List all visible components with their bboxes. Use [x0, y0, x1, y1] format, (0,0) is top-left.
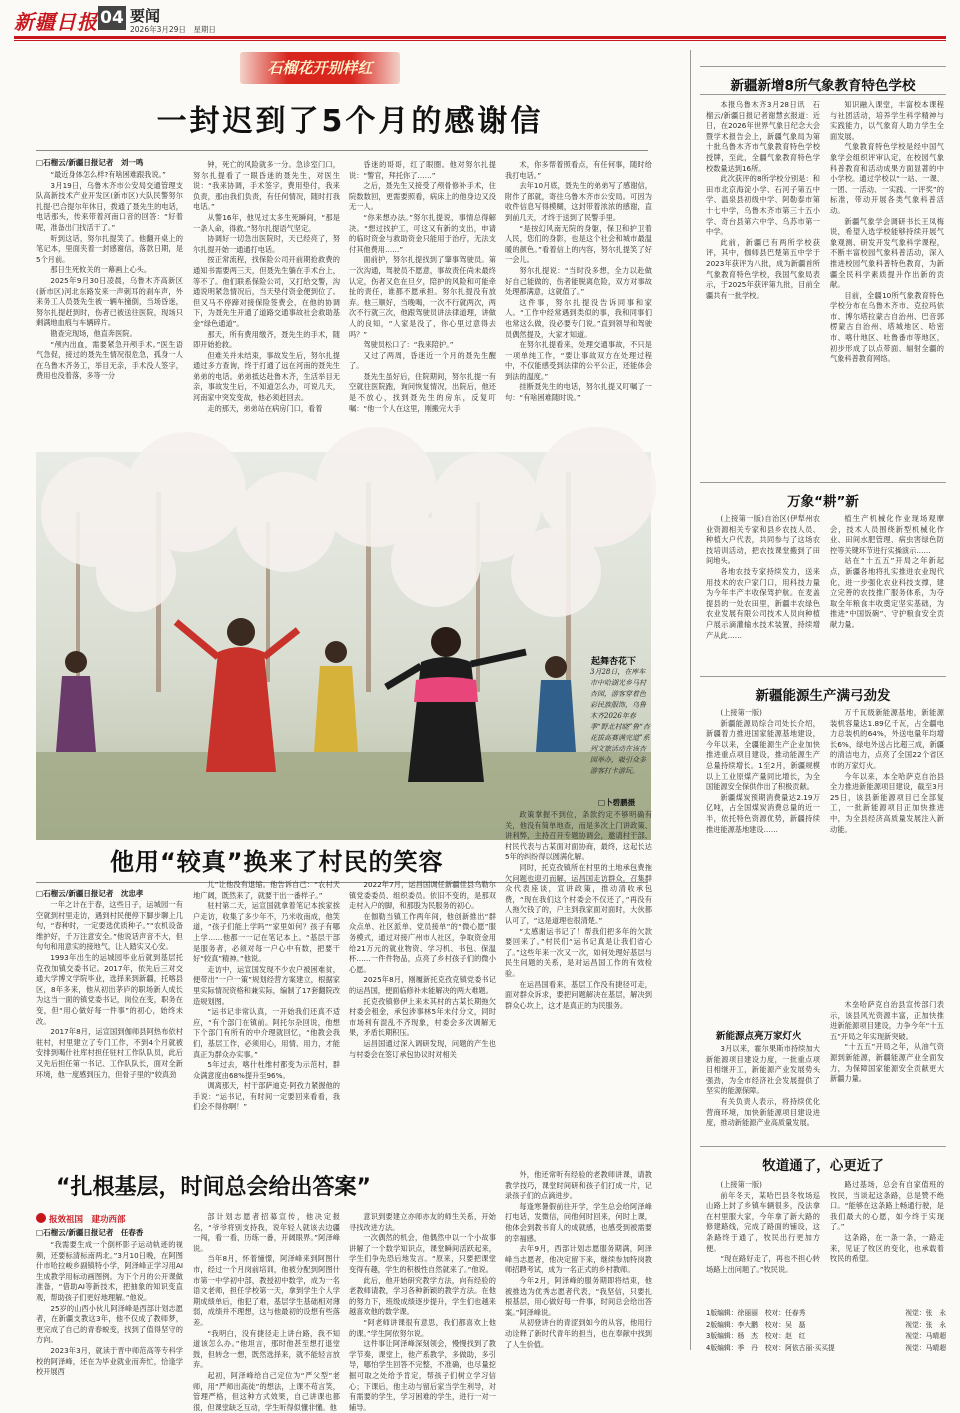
paragraph: 政策掌握不到位，条款约定不够明确有关，他没有简单地查，而是多次上门讲政策、讲利弊，主持召开专题协调会，邀请村干部、村民代表与古某面对面协商，最终，这起长达5年的纠纷得以圆满化解。: [505, 810, 652, 862]
credit-row: 2版编辑：李大鹏 校对：吴 磊 视觉：张 永: [706, 1320, 946, 1329]
paragraph: 这条路，在一条一条，一路走来，见证了牧区的变化，也承载着牧民的希望。: [830, 1232, 944, 1264]
story3-column-4: [505, 1170, 652, 1358]
paragraph: 今年2月，阿泽峰的服务期即将结束，他被推选为优秀志愿者代表，“我坚信，只要扎根基层，用心做好每一件事，时间总会给出答案。”阿泽峰说。: [505, 1275, 652, 1317]
paragraph: 意识到要建立亦师亦友的师生关系，开始寻找改进方法。: [349, 1212, 496, 1232]
sidebar-s3-column-2b: [830, 1000, 944, 1136]
paragraph: “你来想办法。”努尔扎提说，事情总得解决。“想过找护工，可这又有新的支出，申请的临时资金与救助资金只能用于治疗，无法支付其他费用……”: [349, 212, 496, 254]
paragraph: 起初，阿泽峰给自己定位为“严父型”老师，用“严师出高徒”的想法，上课不苟言笑，管理严格，但这种方式效果，自己讲课也都很，但课堂缺乏互动，学生听得似懂非懂。他: [193, 1370, 340, 1412]
paragraph: 5年过去，喀什杜维村都变为示范村，群众满意度由68%提升至96%。: [193, 1060, 340, 1080]
paragraph: 运昌国通过深入调研发现，问题的产生也与村委会在签订承包协议时对相关: [349, 1038, 496, 1059]
paragraph: 从初登讲台的青涩到如今的从容，他用行动诠释了新时代青年的担当，也在奉献中找到了人生价值。: [505, 1318, 652, 1349]
paragraph: 驻村第二天，运宣国就拿着笔记本挨家挨户走访，收集了多少年不，乃米收南成，他笑道，“孩子们能上学吗”“家里如何？孩子有哪上学……他都一一记在笔记本上。“基层干部是服务者，必须对每一户心中有数，把要干好“较真”精神。”他说。: [193, 901, 340, 964]
paragraph: 调离那天，村干部萨迪克·阿孜力紧握他的手说：“运书记，有时间一定要回来看看，我们会不得你啊！”: [193, 1081, 340, 1112]
sidebar-rule-2: [700, 482, 946, 483]
lead-headline: 一封迟到了5个月的感谢信: [156, 104, 544, 139]
lead-column-2: [193, 160, 340, 444]
paragraph: 新疆气象学会调研书长王凤梅说，希望入选学校能够持续开展气象观测、研发开发气象科学课程，不断丰富校园气象科普活动，深入推进校园气象科普特色教育，为新疆全民科学素质提升作出新的贡献。: [830, 216, 944, 290]
paragraph: (上接第一版)自治区(伊犁州农业资源相关专家和县乡农技人员、种植大户代表，共同参与了这场农技培训活动，把农技课堂搬到了田间地头。: [706, 514, 820, 566]
sidebar-s3-column-2: [830, 708, 944, 870]
paragraph: 新疆煤炭预期消费量达2.19万亿吨，占全国煤炭消费总量的近一半，依托特色资源优势，新疆持续推进能源基地建设……: [706, 792, 820, 834]
paragraph: “现在路好走了，再也不担心转场路上出问题了。”牧民说。: [706, 1254, 820, 1274]
paragraph: 路过基场，总会有自家值班的牧民，当谈起这条路，总是赞不绝口。“能够在这条路上畅通行驶，是我们最大的心愿，如今终于实现了。”: [830, 1180, 944, 1232]
sidebar-s2-title: 万象“耕”新: [787, 494, 859, 510]
paragraph: 术，你多帮着照看点，有任何事，随时给我打电话。”: [505, 160, 652, 180]
story2-column-2: [193, 880, 340, 1192]
section-name: 要闻: [130, 7, 161, 25]
paragraph: 25岁的山西小伙儿阿泽峰是西部计划志愿者，在新疆支教这3年，他不仅成了教师梦，更完成了自己的青春蜕变，找到了值得坚守的方向。: [36, 1303, 183, 1345]
paragraph: 按正常流程，找保险公司开前期抢救费的通知书需要两三天，但聂先生躺在手术台上，等不了。他们联系保险公司，又打给交警，沟通说明紧急情况后，当天垫付资金便到位了。但又马不停蹄对接保险签费会，在他的协调下，为聂先生开通了道路交通事故社会救助基金“绿色通道”。: [193, 255, 340, 328]
paragraph: 听到这话，努尔扎提笑了。他翻开桌上的笔记本，里面夹着一封感谢信，落款日期，是5个月前。: [36, 233, 183, 264]
story2-column-4: [505, 810, 652, 1192]
paragraph: 有关负责人表示，将持续优化营商环境，加快新能源项目建设进度，推动新能源产业高质量发展。: [706, 1096, 820, 1128]
story2-byline: □石榴云/新疆日报记者 沈忠孝: [36, 889, 144, 898]
paragraph: 去年9月，西部计划志愿服务期满，阿泽峰当志愿者，他决定留下来，继续参加特岗教师招聘考试，成为一名正式的乡村教师。: [505, 1244, 652, 1275]
paragraph: 气象教育特色学校是经中国气象学会组织评审认定，在校园气象科普教育和活动成果方面显著的中小学校。通过学校以“一站、一课、一团、一活动、一实践、一评奖”的标准，带动开展各类气象科普活动。: [830, 142, 944, 215]
sidebar-s1-column-2: [830, 100, 944, 468]
paragraph: 3月以来，霍尔果斯市持续加大新能源项目建设力度，一批重点项目相继开工，新能源产业发展势头强劲，为全市经济社会发展提供了坚实的能源保障。: [706, 1044, 820, 1096]
paragraph: 一年之计在于春，这些日子，运城园一有空就到村里走访，遇到村民便停下脚步聊上几句，“春种时，一定要选优质种子。”“农机设备维护好，千万注意安全。”他说话声音不大，但句句和用意实的接地气，让人踏实又心安。: [36, 900, 183, 952]
paragraph: 1993年出生的运城园毕业后就到基层托克孜加镇交委书记。2017年，依先后三对交通大学博文学院毕业，选择来到新疆，托喀县区，8年多来，他从初出茅庐的职场新人成长为这当一面的镇党委书记，岗位在变，职务在变，但“用心做好每一件事”的初心，始终未改。: [36, 952, 183, 1026]
lead-column-3: [349, 160, 496, 444]
headline-rule: [36, 150, 648, 151]
sidebar-s3-subtitle: 新能源点亮万家灯火: [716, 1031, 802, 1042]
paragraph: “阿老师讲课很有意思，我们都喜欢上他的课。”学生阿依努尔说。: [349, 1317, 496, 1338]
paragraph: 儿”让他没有退缩。他告诉自己：“农村天地广阔，既然来了，就要干出一番样子。”: [193, 880, 340, 900]
story2-column-3: [349, 880, 496, 1192]
paragraph: 那天，所有费用缴齐，聂先生的手术，随即开始抢救。: [193, 329, 340, 350]
sidebar-s1-title: 新疆新增8所气象教育特色学校: [730, 78, 916, 94]
masthead-rule: [14, 36, 946, 39]
paragraph: 协调好一切急出医院时，天已经亮了，努尔扎提开始一通通打电话。: [193, 234, 340, 254]
paragraph: “十五五”开局之年，从油气资源到新能源，新疆能源产业全面发力，为保障国家能源安全贡献更大新疆力量。: [830, 1042, 944, 1084]
paragraph: 勘查完现场，他直奔医院。: [50, 328, 137, 338]
tag-dot-icon: [36, 1213, 46, 1223]
paragraph: 但难关并未结束，事故发生后，努尔扎提通过多方查询，终于打通了远在河南的聂先生弟弟的电话。弟弟抵达赴鲁木齐，生活举目无亲，事故发生后，不知道怎么办，可说几天，河南家中突发变故，他必须赶回去。: [193, 350, 340, 403]
paragraph: 当年8月，怀着憧憬，阿泽峰来到阿图什市，经过一个月岗前培训，他被分配到阿图什市第一中学初中部，教授初中数学，成为一名语文老师，担任学校第一天，拿到学生个人学期成绩单后，他犯了难，基层学生基础相对薄弱，成绩并不理想，这与他最初的设想有些落差。: [193, 1254, 340, 1327]
paragraph: 挂断聂先生的电话，努尔扎提又叮嘱了一句：“有啥困难随时说。”: [505, 382, 652, 403]
paragraph: 植生产机械化作业现场观摩会，技术人员围绕新型机械化作业、田间水肥管理、病虫害绿色防控等关键环节进行实操演示……: [830, 514, 944, 555]
paragraph: 同时，托克孜镇所在村里的土地承包费拖欠问题也迎刃而解，运昌国走访群众，召集群众代表座谈，宣讲政策，推动清收承包费，“现在我们这个村委会不仅还了，”再没有人拖欠钱了的，户主到我家面对面时，大伙都认可了，“这是道理也很清楚。”: [505, 862, 652, 925]
paragraph: 昏迷的哥哥，红了眼圈。他对努尔扎提说：“警官，拜托你了……”: [349, 160, 496, 180]
story2-headline: 他用“较真”换来了村民的笑容: [110, 848, 444, 876]
sidebar-s3-title: 新疆能源生产满弓劲发: [755, 688, 891, 704]
paragraph: 此后，他开始研究教学方法，向有经验的老教师请教，学习各种新颖的教学方法。在他的努力下，班级成绩逐步提升，学生们也越来越喜欢他的数学课。: [349, 1275, 496, 1317]
sidebar-divider: [690, 50, 691, 1350]
paragraph: 之后，聂先生又接受了颅骨修补手术，住院数数回，更需要照看，病床上的他身边又没无一人。: [349, 181, 496, 212]
paragraph: 一次偶然的机会，他偶然中以一个小故事讲解了一个数学知识点，课堂瞬间活跃起来，学生们争先恐后地发言。“原来，只要把课堂变得有趣，学生的积极性自然就来了。”他说。: [349, 1233, 496, 1274]
sidebar-s3-column-1b: [706, 1044, 820, 1136]
paragraph: 今年以来，本全哈萨克自治县全力推进新能源项目建设，截至3月25日，该县新能源项目已全部复工，一批新能源项目正加快推进中，为全县经济高质量发展注入新动能。: [830, 771, 944, 834]
sidebar-s1-column-1: [706, 100, 820, 468]
photo-credit: □卜碧鹏摄: [598, 798, 636, 807]
newspaper-logo: 新疆日报: [14, 10, 98, 34]
paragraph: 3月19日，乌鲁木齐市公安局交通管理支队高新技术产业开发区(新市区)大队民警努尔扎提·巴合提尔年休日，拨通了聂先生的电话，电话那头，传来带着河南口音的回答：“好着呢，准备出门找活干了。”: [36, 180, 183, 232]
credit-row: 1版编辑：徐丽丽 校对：任春秀 视觉：张 永: [706, 1309, 946, 1317]
paragraph: 站在“十五五”开局之年新起点，新疆各地将扎实推进农业现代化，进一步强化农业科技支撑，建立完善的农技推广服务体系，为夺取全年粮食丰收奠定坚实基础，为推进“中国饭碗”、守护粮食安全贡献力量。: [830, 556, 944, 629]
paragraph: 托克孜镇修伊上来未其村的古某长期拖欠村委会租金，承包涉事林5年未付分文，同时市场利有混乱不齐现象，村委会多次调解无果，矛盾长期积压。: [349, 996, 496, 1038]
paragraph: 努尔扎提说：“当时没多想，全力以赴做好自己能做的，伤者能脱离危险，双方对事故处理都满意，这就值了。”: [505, 265, 652, 297]
paragraph: 外，他还常听有经验的老教师讲课，请教教学技巧，课堂时间研和孩子们打成一片，记录孩子们的点滴进步。: [505, 1170, 652, 1201]
story3-column-2: [193, 1212, 340, 1412]
column-banner: 石榴花开别样红: [240, 52, 400, 84]
paragraph: 从警16年，他见过太多生死瞬间，“那是一条人命，得救。”努尔扎提语气坚定。: [193, 212, 340, 233]
sidebar-rule-4: [700, 1146, 946, 1147]
sidebar-s3-column-1: [706, 708, 820, 870]
paragraph: 本报乌鲁木齐3月28日讯 石榴云/新疆日报记者谢慧玄报道：近日，在2026年世界气象日纪念大会暨学术报告会上，新疆气象局为第十批乌鲁木齐市气象教育特色学校授牌，至此，全疆气象教育特色学校数量达到16所。: [706, 100, 820, 173]
paragraph: “我需要生成一个倒杯影子运动轨迹的视频，还要标清标南两北。”3月10日晚，在阿图什市哈拉峻乡副镇特小学，阿泽峰正学习用AI生成教学用标动画图例。为下个月的公开课做准备，“借助AI等新技术，把抽象的知识变直观，帮助孩子们更好地理解。”他说。: [36, 1240, 183, 1302]
story3-column-1: [36, 1240, 183, 1377]
photo-caption: 3月28日，在库车市中哈湖光乡马村杏园，游客穿着色彩民族服饰，乌鲁木齐2026年春季“野北村晓”鲁“杏花拔高赛满完道”系列文旅活动在该杏园举办，吸引众多游客打卡游玩。: [590, 668, 650, 775]
editor-credits: [706, 1308, 946, 1354]
paragraph: 2025年8月，刚履新托克孜克镇党委书记的运昌国，便面临修补未能解决的两大难题。: [349, 975, 496, 995]
issue-date: 2026年3月29日 星期日: [130, 25, 216, 34]
paragraph: 2022年7月，运昌国调任新疆佳县乌勒尔镇党委委员、组织委员。依旧不变的，是那双走村入户的脚，和那股为民服务的初心。: [349, 880, 496, 911]
lead-byline: □石榴云/新疆日报记者 刘一鸣: [36, 158, 144, 167]
paragraph: 此前，新疆已有两所学校获评，其中，伽师县巴楚第五中学于2023年获评为八批，成为新疆首所气象教育特色学校，我国气象局表示，于2025年获评第九批，目前全疆共有一批学校。: [706, 237, 820, 300]
paragraph: 2023年3月，就读于晋中师范高等专科学校的阿泽峰，还在为毕业就业而奔忙，恰逢学校开展西: [36, 1345, 183, 1377]
paragraph: 每逢寒暑假前往开学，学生总会给阿泽峰打电话，发微信，问他何时回来，何时上课，他体会到教书育人的成就感，也感受到被需要的幸福感。: [505, 1201, 652, 1243]
sidebar-s4-title: 牧道通了，心更近了: [762, 1158, 884, 1174]
paragraph: “颅内出血，需要紧急开颅手术。”医生语气急促，接过的聂先生情况很危急，孤身一人在乌鲁木齐务工，举目无亲，手术没人签字，费用也没着落，多等一分: [36, 339, 183, 381]
photo-caption-title: 起舞杏花下: [591, 657, 637, 667]
masthead-rule-thin: [14, 40, 946, 41]
paragraph: 又过了两周，昏迷近一个月的聂先生醒了。: [349, 350, 496, 371]
sidebar-rule-1b: [700, 94, 946, 95]
paragraph: 走的那天，弟弟站在病房门口，看着: [207, 403, 323, 413]
paragraph: 面前护，努尔扎提找到了肇事驾驶员。第一次沟通，驾驶员不愿意，事故责任尚未最终认定，伤者又危在旦夕，陪护的风险和可能牵扯的责任，谁都不愿承担。努尔扎提没有放弃。他三顺好，当晚喝，一次不行就两次，两次不行就三次，他跟驾驶员讲法律道理，讲做人的良知，“人家是没了，你心里过意得去吗？”: [349, 255, 496, 339]
lead-column-4: [505, 160, 652, 444]
apricot-dance-photo: [36, 452, 651, 840]
story3-column-3: [349, 1212, 496, 1412]
paragraph: 知识融入课堂，丰富校本课程与社团活动，培养学生科学精神与实践能力，以气象育人助力学生全面发展。: [830, 100, 944, 141]
credit-row: 4版编辑：季 丹 校对：阿依古丽·买买提 视觉：马晴超: [706, 1343, 946, 1352]
lead-column-1: [36, 170, 183, 444]
paragraph: 2025年9月30日凌晨，乌鲁木齐高新区(新市区)河北东路发来一声刺耳的刹车声，外来务工人员聂先生被一辆车撞倒，当场昏迷，努尔扎提赶到时，伤者已被送往医院，现场只剩满地血痕与车辆碎片。: [36, 275, 183, 328]
paragraph: 去年10月底，聂先生的弟弟写了感谢信，附作了郎就，寄往乌鲁木齐市公安局。可因为收件信息写得模糊，这封带着浓浓的感谢，直到前几天，才终于送到了民警手里。: [505, 181, 652, 222]
paragraph: 走访中，运宣国发现不少农户被困难贫，便带出“一户一策”规划经营方案建立，根据家里实际情况资格和兼实际，编制了17套翻院改造规划图。: [193, 964, 340, 1006]
paragraph: “最近身体怎么样?有啥困难跟我说。”: [50, 170, 166, 179]
paragraph: “运书记非常认真，一开始我们还真不适应，“有个部门在镇前。阿托尔杂回说，他想下个部门有所有的中介理就回忆，“他教会我们，基层工作，必须用心，用情、用力，才能真正为群众办实事。”: [193, 1007, 340, 1059]
paragraph: 新疆能源局综合司处长介绍，新疆着力推进国家能源基地建设，今年以来，全疆能源生产企业加快推进重点项目建设，推动能源生产总量持续增长。1至2月，新疆规模以上工业原煤产量同比增长，为全国能源安全保供作出了积极贡献。: [706, 718, 820, 792]
paragraph: 前年冬天，某哈巴县冬牧场巡山路上封了乡镇车辆很多，没法拿在村里服大家，今年拿了新大路的修建路线，完成了路面的铺设，这条路终于通了，牧民出行更加方便。: [706, 1190, 820, 1253]
paragraph: 聂先生虽好后，住院期间，努尔扎提一有空就往医院跑，询问恢复情况，出院后，他还是不放心，找到聂先生的房东，反复叮嘱：“他一个人在这里，刚搬完大手: [349, 371, 496, 413]
sidebar-s4-column-1: [706, 1180, 820, 1298]
paragraph: 驾驶员松口了：“我来陪护。”: [363, 340, 454, 350]
credit-row: 3版编辑：杨 杰 校对：赵 红 视觉：马晴超: [706, 1332, 946, 1340]
paragraph: 这件事让阿泽峰深刻领会，慢慢找到了教学节奏，课堂上，他产系教学，多做助，多引导，哪怕学生回答不完整，不准确，也尽量挖掘可取之处给予肯定，帮孩子们树立学习信心；下课后，他主动与留后家当学生利导，对有需要的学生，学习困难的学生，进行一对一辅导。: [349, 1339, 496, 1412]
sidebar-rule-3: [700, 676, 946, 677]
paragraph: 此次获评的8所学校分别是：和田市北京海淀小学、石河子第五中学、温泉县初级中学、阿勒泰市第十七中学，乌鲁木齐市第三十五小学、奇台县第六中学、乌苏市第一中学。: [706, 174, 820, 237]
paragraph: 2017年8月，运宣国到伽师县阿热布依村驻村，村里建立了专门工作，不到4个月就被安排到喝什社库村担任驻村工作队队员，此后又先后担任第一书记、工作队队长，面对全新环境，他一度感到压力，但骨子里的“较真劲: [36, 1027, 183, 1079]
paragraph: 在努尔扎提看来，处理交通事故，不只是一项单纯工作，“要让事故双方在处理过程中，不仅能感受到法律的公平公正，还能体会到法的温度。”: [505, 340, 652, 381]
sidebar-s2-column-1: [706, 514, 820, 662]
paragraph: 木垒哈萨克自治县宣传部门表示，该县风光资源丰富，正加快推进新能源项目建设，力争今年“十五五”开局之年实现新突破。: [830, 1000, 944, 1041]
story2-column-1: [36, 900, 183, 1192]
sidebar-s4-column-2: [830, 1180, 944, 1298]
paragraph: “是按幻风南无院的身躯，保卫和护卫着人民，您们的身影，也是这个社会和城市最温暖的颜色。”看着信上的内容，努尔扎提笑了好一会儿。: [505, 223, 652, 265]
paragraph: 钟，死亡的风险就多一分。急诊室门口，努尔扎提看了一眼昏迷的聂先生，对医生说：“我来协调，手术签字，费用垫付，我来负责，那由我们负责，有任何情况，随时打我电话。”: [193, 160, 340, 212]
story3-byline: □石榴云/新疆日报记者 任春香: [36, 1228, 144, 1237]
paragraph: “太感谢运书记了！帮我们把多年的欠款要回来了。”村民们“运书记真是让我们省心了。”这些年来一次又一次，如何处理好基层与民生问题的关系，是对运昌国工作的有效检验。: [505, 926, 652, 978]
paragraph: (上接第一版): [720, 1180, 762, 1189]
paragraph: 目前，全疆10所气象教育特色学校分布在乌鲁木齐市、克拉玛依市、博尔塔拉蒙古自治州、巴音郭楞蒙古自治州、塔城地区、哈密市、喀什地区、吐鲁番市等地区，初步形成了以点带面、辐射全疆的气象科普教育网络。: [830, 290, 944, 364]
paragraph: “我明白，没有捷径走上讲台路，我不知道该怎么办。”他坦言，那时他甚至想打退堂鼓，但转念一想，既然选择来，就不能轻言放弃。: [193, 1328, 340, 1370]
paragraph: 部计划志愿者招募宣传，他决定报名，“爷爷将别支持我，说年轻人就该去边疆一闯，看一看，历练一番，开阔眼界。”阿泽峰说。: [193, 1212, 340, 1253]
paragraph: 在伽勒当镇工作两年间，他创新推出“群众点单、社区派单、党员接单”的“微心愿”服务模式，通过对接广州市人社区，争取资金用给21万元的就业物资、学习机、书包、保温杯……一件件物品，点亮了乡村孩子们的微小心愿。: [349, 911, 496, 974]
campaign-tag: 报效祖国 建功西部: [36, 1213, 126, 1225]
page-number: 04: [98, 6, 126, 30]
sidebar-s2-column-2: [830, 514, 944, 662]
paragraph: 那日生死攸关的一幕画上心头。: [50, 265, 152, 275]
sidebar-rule-1: [700, 66, 946, 67]
paragraph: 在运昌国看来，基层工作没有捷径可走，面对群众诉求，要把问题解决在基层，解决到群众心坎上，这才是真正的为民服务。: [505, 979, 652, 1010]
story3-headline: “扎根基层，时间总会给出答案”: [56, 1175, 371, 1200]
paragraph: 万千瓦级新能源基地，新能源装机容量达1.89亿千瓦，占全疆电力总装机的64%，外送电量年均增长6%，绿电外送占比超三成，新疆的清洁电力，点亮了全国22个省区市的万家灯火。: [830, 708, 944, 770]
paragraph: (上接第一版): [720, 708, 762, 717]
paragraph: 各地农技专家持续发力，送来用技术的农户家门口，用科技力量为今年丰产丰收保驾护航。在麦盖提县的一处农田里，新疆丰农绿色农业发展有限公司技术人员向种植户展示滴灌输水技术装置，持续增产从此……: [706, 566, 820, 640]
paragraph: 这件事，努尔扎提没告诉同事和家人。“工作中经常遇到类似的事，我和同事们也常这么做，没必要专门说。”直到领导和驾驶员偶然提及，大家才知道。: [505, 297, 652, 339]
